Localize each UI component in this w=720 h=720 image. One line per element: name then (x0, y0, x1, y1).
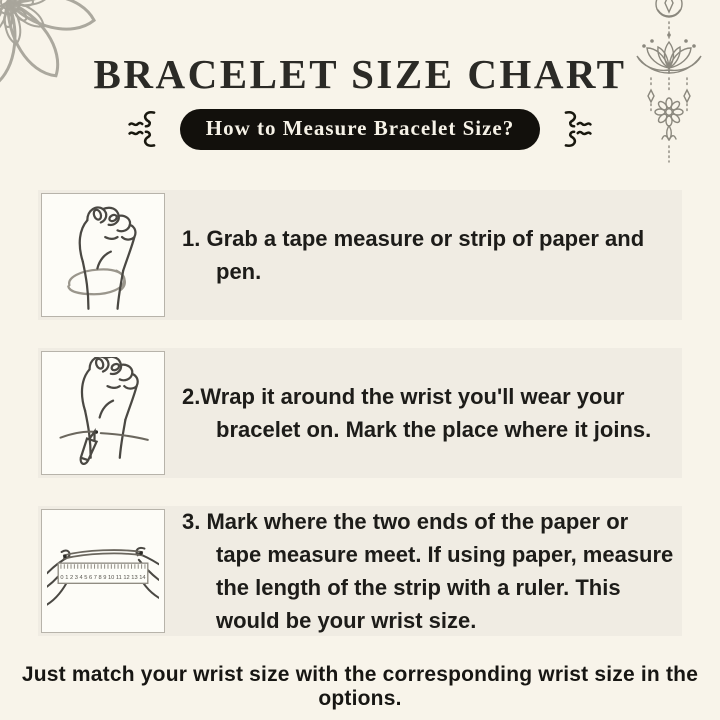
fist-with-pen-marking-icon (47, 357, 159, 469)
hands-holding-ruler-icon (47, 515, 159, 627)
footer-note: Just match your wrist size with the corresponding wrist size in the options. (21, 663, 699, 710)
how-to-measure-badge: How to Measure Bracelet Size? (180, 109, 541, 150)
step-3-illustration-box (41, 509, 165, 633)
step-row-1 (38, 190, 682, 320)
step-row-2 (38, 348, 682, 478)
fist-with-tape-measure-icon (47, 199, 159, 311)
step-1-illustration-box (41, 193, 165, 317)
curly-flourish-left-icon (125, 107, 165, 151)
step-row-3 (38, 506, 682, 636)
ruler-numbers: 0 1 2 3 4 5 6 7 8 9 10 11 12 13 14 (60, 574, 146, 581)
step-1-text: 1. Grab a tape measure or strip of paper and pen. (182, 226, 645, 284)
curly-flourish-right-icon (555, 107, 595, 151)
badge-row (0, 107, 720, 151)
step-2-text: 2.Wrap it around the wrist you'll wear your bracelet on. Mark the place where it joins. (182, 384, 652, 442)
step-2-illustration-box (41, 351, 165, 475)
header (0, 0, 720, 151)
step-3-text: 3. Mark where the two ends of the paper or tape measure meet. If using paper, measure the length of the strip with a ruler. This would be your wrist size. (182, 509, 674, 633)
page-title: BRACELET SIZE CHART (93, 51, 627, 97)
steps-list (38, 190, 682, 636)
